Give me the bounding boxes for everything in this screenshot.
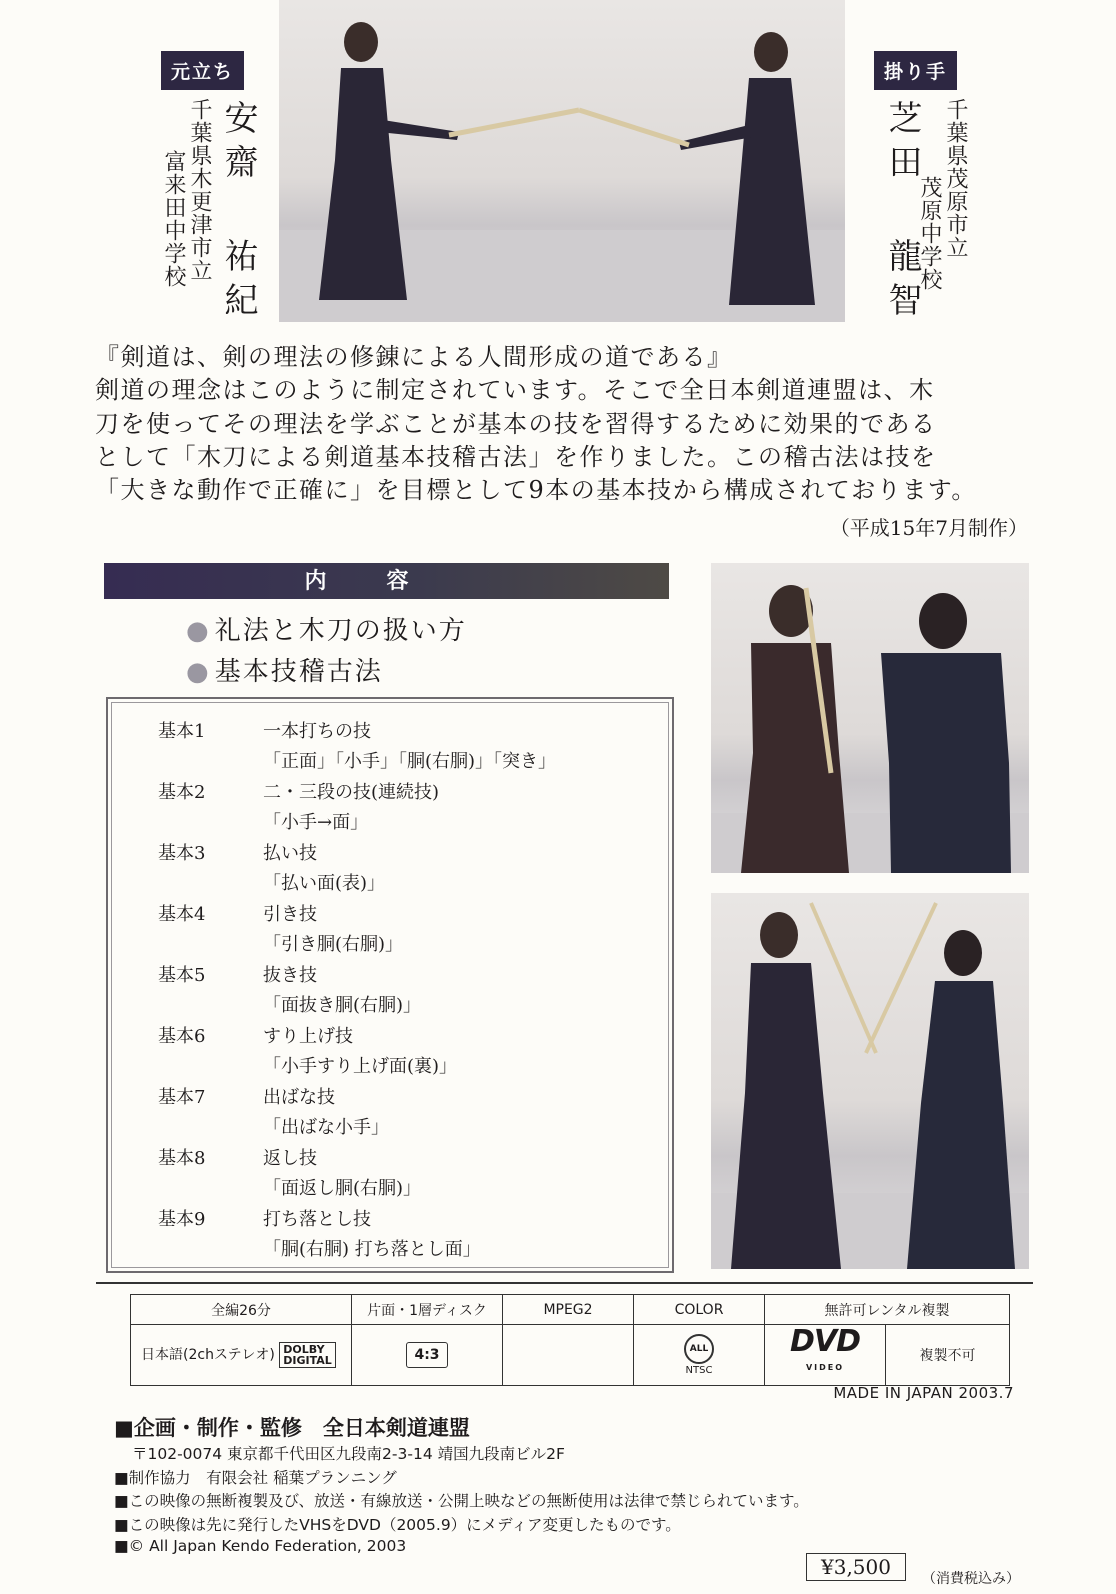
- made-in-label: MADE IN JAPAN 2003.7: [833, 1384, 1014, 1402]
- intro-line-1: 『剣道は、剣の理法の修錬による人間形成の道である』: [95, 343, 733, 371]
- address-line: 〒102-0074 東京都千代田区九段南2-3-14 靖国九段南ビル2F: [132, 1445, 565, 1463]
- spec-copy: 複製不可: [885, 1325, 1009, 1385]
- intro-line-2: 剣道の理念はこのように制定されています。そこで全日本剣道連盟は、木: [95, 376, 935, 404]
- right-school-line2: 茂原中学校: [917, 176, 942, 291]
- right-school-line1: 千葉県茂原市立: [943, 98, 968, 259]
- left-school-line1: 千葉県木更津市立: [187, 98, 212, 282]
- notice-line-2: ■この映像は先に発行したVHSをDVD（2005.9）にメディア変更したものです。: [114, 1516, 681, 1534]
- technique-list: 基本1 一本打ちの技 「正面」「小手」「胴(右胴)」「突き」 基本2 二・三段の技(連続技) 「小手→面」 基本3 払い技 「払い面(表)」 基本4 引き技 「引き胴(右胴)」 基本5 抜き技 「面抜き胴(右胴)」 基本6 すり上げ技 「小手すり上げ面(裏)」 基本7 出ばな技 「出ばな小手」 基本8 返し技 「面返し胴(右胴)」 基本9 打ち落とし技 「胴(右胴) 打ち落とし面」: [106, 697, 674, 1273]
- spec-audio: [131, 1325, 352, 1386]
- producer-line: ■企画・制作・監修 全日本剣道連盟: [114, 1416, 470, 1440]
- dvd-video-logo-icon: DVD VIDEO: [789, 1324, 861, 1372]
- price-box: ¥3,500: [806, 1553, 906, 1581]
- cooperation-line: ■制作協力 有限会社 稲葉プランニング: [114, 1469, 397, 1487]
- contents-bullet-1: ● 礼法と木刀の扱い方: [186, 616, 467, 646]
- tax-note: （消費税込み）: [922, 1571, 1020, 1587]
- spec-region: [634, 1325, 765, 1386]
- intro-line-5: 「大きな動作で正確に」を目標として9本の基本技から構成されております。: [95, 476, 977, 504]
- bullet-icon: ●: [186, 657, 211, 687]
- left-person-name: 安齋 祐紀: [218, 100, 258, 326]
- intro-line-3: 刀を使ってその理法を学ぶことが基本の技を習得するために効果的である: [95, 410, 937, 438]
- spec-aspect: [352, 1325, 503, 1386]
- spec-dvd: [765, 1325, 1010, 1386]
- spec-runtime: 全編26分: [131, 1295, 352, 1325]
- bullet-icon: ●: [186, 616, 211, 646]
- divider: [96, 1282, 1033, 1284]
- spec-format: MPEG2: [503, 1295, 634, 1325]
- spec-rental: 無許可レンタル複製: [765, 1295, 1010, 1325]
- spec-table: [130, 1294, 1010, 1386]
- aspect-ratio-icon: 4:3: [406, 1342, 447, 1368]
- spec-empty: [503, 1325, 634, 1386]
- photo-technique-1: [711, 563, 1029, 873]
- audio-label: 日本語(2chステレオ): [141, 1347, 275, 1363]
- copyright-line: ■© All Japan Kendo Federation, 2003: [114, 1537, 407, 1555]
- dolby-logo-icon: DOLBY DIGITAL: [279, 1342, 336, 1368]
- right-person-name: 芝田 龍智: [882, 100, 922, 326]
- contents-heading: 内容: [104, 563, 669, 599]
- intro-line-4: として「木刀による剣道基本技稽古法」を作りました。この稽古法は技を: [95, 443, 937, 471]
- left-role-tag: 元立ち: [161, 51, 244, 90]
- photo-kamae: [279, 0, 845, 322]
- contents-bullet-2: ● 基本技稽古法: [186, 657, 383, 687]
- right-role-tag: 掛り手: [874, 51, 957, 90]
- production-date: （平成15年7月制作）: [829, 516, 1028, 540]
- photo-technique-2: [711, 893, 1029, 1269]
- spec-color: COLOR: [634, 1295, 765, 1325]
- left-school-line2: 富来田中学校: [161, 150, 186, 288]
- region-all-ntsc-icon: ALL NTSC: [684, 1334, 714, 1376]
- spec-disc: 片面・1層ディスク: [352, 1295, 503, 1325]
- notice-line-1: ■この映像の無断複製及び、放送・有線放送・公開上映などの無断使用は法律で禁じられています。: [114, 1492, 809, 1510]
